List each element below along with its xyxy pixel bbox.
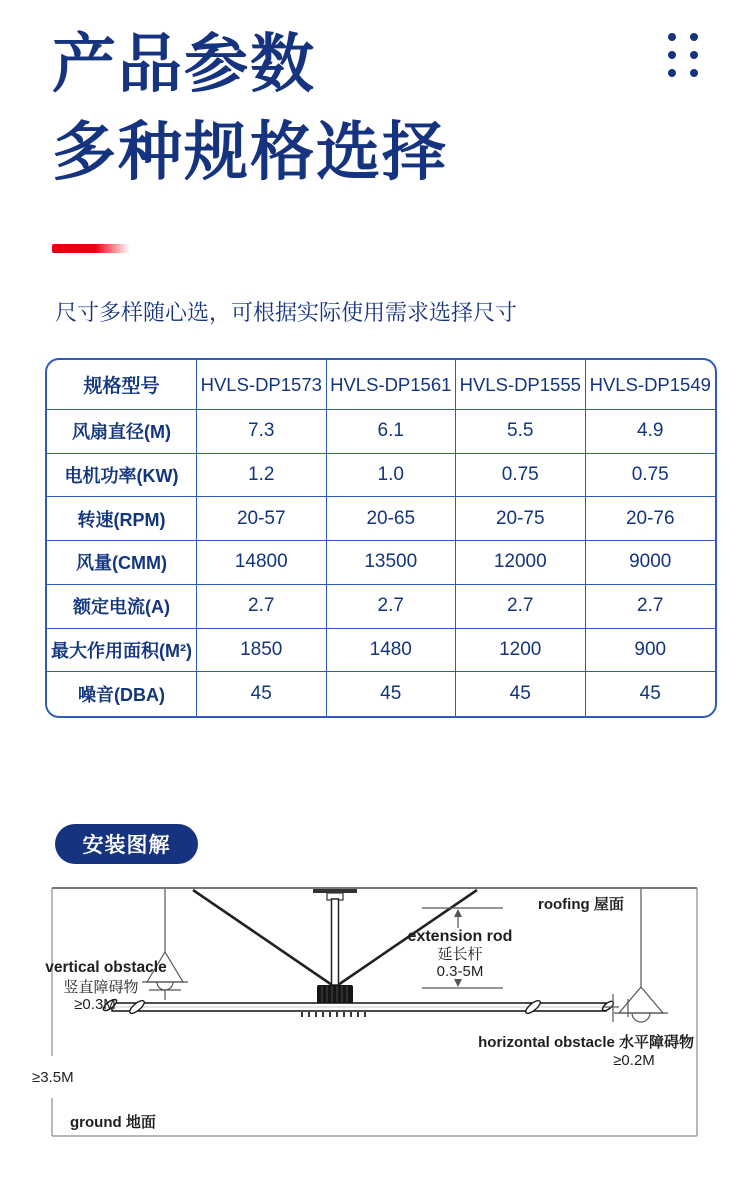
spec-value-cell: 45 [639, 683, 661, 705]
spec-row-label: 转速(RPM) [47, 497, 197, 541]
spec-value-cell: 20-75 [456, 497, 586, 541]
spec-value-cell: 1.0 [327, 454, 457, 498]
spec-header-cell: HVLS-DP1573 [197, 360, 327, 410]
vertical-obstacle-lamp [142, 889, 188, 1000]
spec-row-label: 噪音(DBA) [47, 672, 197, 716]
dot [690, 33, 698, 41]
spec-value-cell: 2.7 [586, 585, 716, 629]
spec-row-label: 风扇直径(M) [47, 410, 197, 454]
spec-header-cell: HVLS-DP1555 [456, 360, 586, 410]
spec-value-cell: 0.75 [586, 454, 716, 498]
spec-value-cell: 45 [456, 672, 586, 716]
spec-value-cell: 900 [586, 629, 716, 673]
horizontal-obstacle-value: ≥0.2M [613, 1052, 655, 1069]
support-cable-left [193, 890, 332, 985]
vertical-obstacle-value: ≥0.3M [74, 996, 116, 1013]
spec-row-label: 额定电流(A) [47, 585, 197, 629]
spec-row-label: 风量(CMM) [47, 541, 197, 585]
dot [690, 51, 698, 59]
ground-clearance-label: ≥3.5M [32, 1069, 74, 1086]
vertical-obstacle-label-en: vertical obstacle [45, 959, 167, 976]
installation-diagram [30, 886, 720, 1138]
extension-rod-range-label: 0.3-5M [436, 963, 484, 980]
dot [668, 69, 676, 77]
spec-value-cell: 4.9 [586, 410, 716, 454]
title-line-1: 产品参数 [52, 28, 316, 100]
roofing-label: roofing 屋面 [538, 896, 624, 913]
spec-value-cell: 2.7 [197, 585, 327, 629]
spec-value-cell: 6.1 [327, 410, 457, 454]
spec-value-cell: 45 [327, 672, 457, 716]
spec-value-cell: 12000 [456, 541, 586, 585]
spec-header-cell: HVLS-DP1549 [586, 360, 716, 410]
title-line-2: 多种规格选择 [52, 116, 448, 188]
vertical-obstacle-label-cn: 竖直障碍物 [63, 979, 139, 996]
spec-value-cell: 2.7 [456, 585, 586, 629]
spec-header-cell: HVLS-DP1561 [327, 360, 457, 410]
six-dot-grid-icon [668, 33, 698, 77]
spec-row-label: 电机功率(KW) [47, 454, 197, 498]
spec-value-cell: 45 [197, 672, 327, 716]
horizontal-obstacle-label: horizontal obstacle 水平障碍物 [478, 1034, 694, 1051]
spec-header-cell: 规格型号 [47, 360, 197, 410]
install-diagram-badge: 安装图解 [55, 824, 198, 864]
ground-label: ground 地面 [70, 1114, 156, 1131]
spec-value-cell: 9000 [586, 541, 716, 585]
spec-value-cell: 20-57 [197, 497, 327, 541]
subtitle-text: 尺寸多样随心选，可根据实际使用需求选择尺寸 [55, 300, 518, 325]
spec-value-cell: 20-65 [327, 497, 457, 541]
dot [690, 69, 698, 77]
spec-value-cell: 13500 [327, 541, 457, 585]
hub-bolts [302, 1012, 365, 1017]
extension-rod-label-cn: 延长杆 [437, 946, 483, 963]
spec-row-label: 最大作用面积(M²) [47, 629, 197, 673]
spec-value-cell: 7.3 [197, 410, 327, 454]
extension-rod-label-en: extension rod [407, 928, 513, 945]
spec-value-cell: 5.5 [456, 410, 586, 454]
dot [668, 51, 676, 59]
spec-table [45, 358, 717, 718]
spec-value-cell: 20-76 [586, 497, 716, 541]
spec-value-cell: 2.7 [327, 585, 457, 629]
page-title [52, 20, 448, 196]
spec-value-cell: 1200 [456, 629, 586, 673]
spec-value-cell: 1850 [197, 629, 327, 673]
dot [668, 33, 676, 41]
spec-value-cell: 1480 [327, 629, 457, 673]
spec-value-cell: 0.75 [456, 454, 586, 498]
spec-value-cell: 14800 [197, 541, 327, 585]
spec-value-cell: 1.2 [197, 454, 327, 498]
extension-rod [332, 899, 339, 985]
red-accent-divider [52, 244, 130, 253]
